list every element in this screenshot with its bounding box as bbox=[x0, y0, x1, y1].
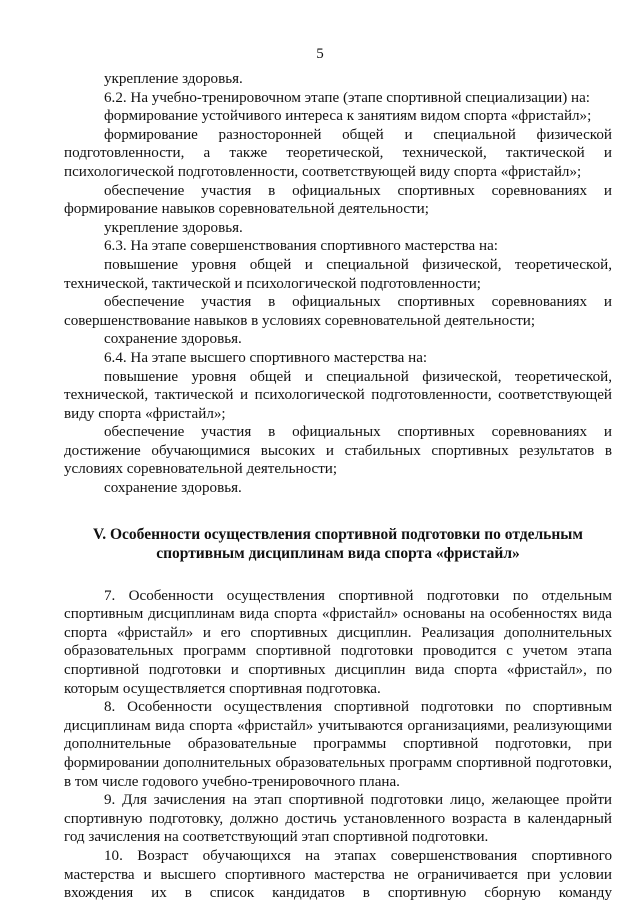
subsection-heading-6-3: 6.3. На этапе совершенствования спортивного мастерства на: bbox=[104, 238, 498, 255]
paragraph: обеспечение участия в официальных спортивных соревнованиях и достижение обучающимися высоких и стабильных спортивных результатов в условиях соревновательной деятельности; bbox=[64, 424, 612, 478]
page-number: 5 bbox=[316, 46, 324, 62]
paragraph: сохранение здоровья. bbox=[104, 480, 242, 497]
section-heading: V. Особенности осуществления спортивной подготовки по отдельным спортивным дисциплинам вида спорта «фристайл» bbox=[93, 525, 583, 562]
clause-10: 10. Возраст обучающихся на этапах совершенствования спортивного мастерства и высшего спортивного мастерства не ограничивается при условии вхождения их в список кандидатов в спортивную сборную команду bbox=[64, 847, 612, 902]
paragraph: формирование устойчивого интереса к занятиям видом спорта «фристайл»; bbox=[104, 108, 592, 125]
clause-7: 7. Особенности осуществления спортивной подготовки по отдельным спортивным дисциплинам вида спорта «фристайл» основаны на особенностях вида спорта «фристайл» и его спортивных дисциплин. Реализация дополнительных образовательных программ спортивной подготовки проводится с учетом этапа спортивной подготовки и спортивных дисциплин вида спорта «фристайл», по которым осуществляется спортивная подготовка. bbox=[64, 587, 612, 697]
subsection-heading-6-2: 6.2. На учебно-тренировочном этапе (этапе спортивной специализации) на: bbox=[104, 89, 590, 106]
paragraph: сохранение здоровья. bbox=[104, 331, 242, 348]
paragraph: формирование разносторонней общей и специальной физической подготовленности, а также теоретической, технической, тактической и психологической подготовленности, соответствующей виду спорта «фристайл»; bbox=[64, 126, 612, 180]
paragraph: повышение уровня общей и специальной физической, теоретической, технической, тактической и психологической подготовленности; bbox=[64, 256, 612, 292]
clause-9: 9. Для зачисления на этап спортивной подготовки лицо, желающее пройти спортивную подготовку, должно достичь установленного возраста в календарный год зачисления на соответствующий этап спортивной подготовки. bbox=[64, 792, 612, 846]
subsection-heading-6-4: 6.4. На этапе высшего спортивного мастерства на: bbox=[104, 349, 428, 366]
paragraph: укрепление здоровья. bbox=[104, 71, 243, 87]
paragraph: обеспечение участия в официальных спортивных соревнованиях и формирование навыков соревновательной деятельности; bbox=[64, 182, 612, 218]
document-body bbox=[64, 70, 612, 903]
paragraph: повышение уровня общей и специальной физической, теоретической, технической, тактической и психологической подготовленности, соответствующей виду спорта «фристайл»; bbox=[64, 368, 612, 422]
paragraph: укрепление здоровья. bbox=[104, 219, 243, 236]
paragraph: обеспечение участия в официальных спортивных соревнованиях и совершенствование навыков в условиях соревновательной деятельности; bbox=[64, 294, 612, 329]
clause-8: 8. Особенности осуществления спортивной подготовки по спортивным дисциплинам вида спорта «фристайл» учитываются организациями, реализующими дополнительные образовательные программы спортивной подготовки, при формировании дополнительных образовательных программ спортивной подготовки, в том числе годового учебно-тренировочного плана. bbox=[64, 699, 612, 790]
